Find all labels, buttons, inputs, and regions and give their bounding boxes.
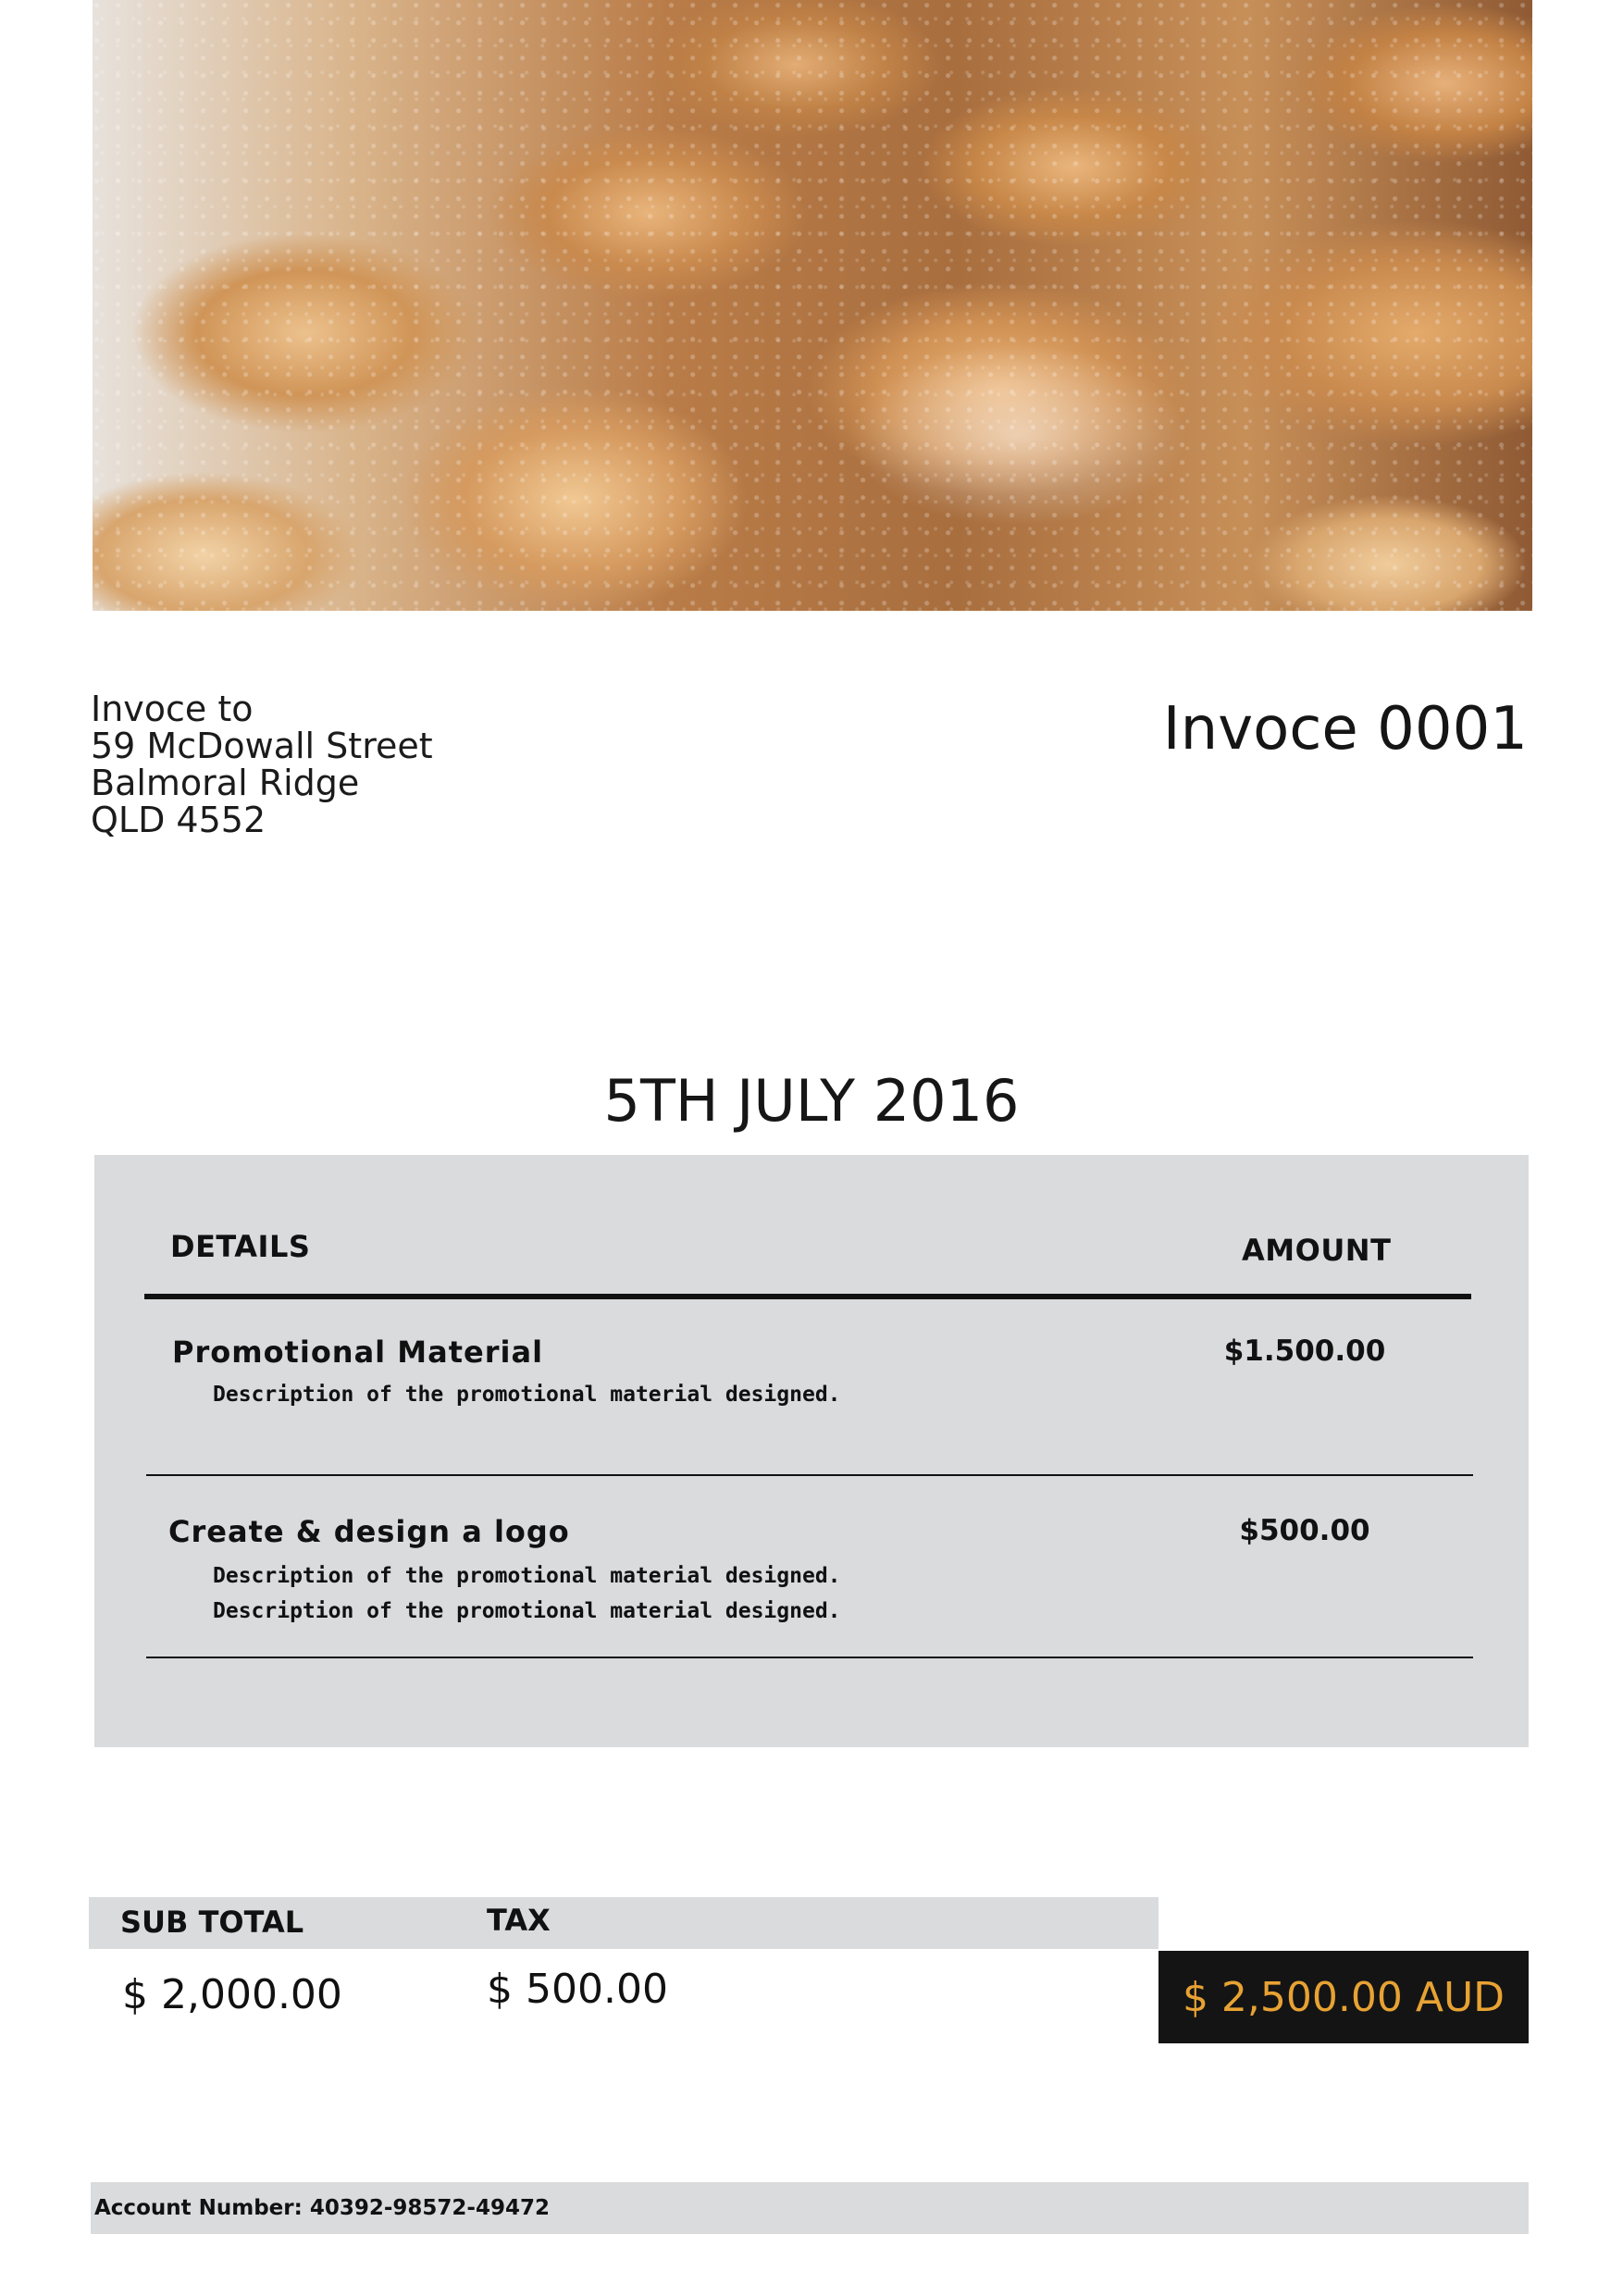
account-number: Account Number: 40392-98572-49472 <box>94 2196 550 2220</box>
details-header: DETAILS <box>170 1229 311 1264</box>
item-description: Description of the promotional material designed. <box>213 1564 841 1588</box>
account-number-bar <box>91 2182 1529 2234</box>
recipient-address-line1: 59 McDowall Street <box>91 726 433 766</box>
item-description: Description of the promotional material designed. <box>213 1599 841 1623</box>
grand-total: $ 2,500.00 AUD <box>1158 1951 1529 2043</box>
header-divider <box>144 1294 1471 1299</box>
item-title: Create & design a logo <box>168 1514 570 1549</box>
row-divider <box>146 1474 1473 1476</box>
item-description: Description of the promotional material designed. <box>213 1383 841 1407</box>
row-divider <box>146 1657 1473 1658</box>
recipient-heading: Invoce to <box>91 689 254 729</box>
tax-value: $ 500.00 <box>487 1966 668 2013</box>
recipient-address-line3: QLD 4552 <box>91 800 266 840</box>
subtotal-value: $ 2,000.00 <box>122 1971 342 2018</box>
recipient-address-line2: Balmoral Ridge <box>91 763 360 803</box>
subtotal-label: SUB TOTAL <box>120 1905 304 1940</box>
invoice-title: Invoce 0001 <box>1162 695 1528 763</box>
tax-label: TAX <box>487 1903 551 1938</box>
item-amount: $500.00 <box>1239 1514 1370 1547</box>
item-amount: $1.500.00 <box>1223 1334 1386 1368</box>
item-title: Promotional Material <box>172 1334 544 1370</box>
invoice-date: 5TH JULY 2016 <box>603 1067 1020 1135</box>
recipient-block <box>91 690 433 838</box>
amount-header: AMOUNT <box>1242 1233 1392 1268</box>
hero-croissant-photo <box>93 0 1532 611</box>
